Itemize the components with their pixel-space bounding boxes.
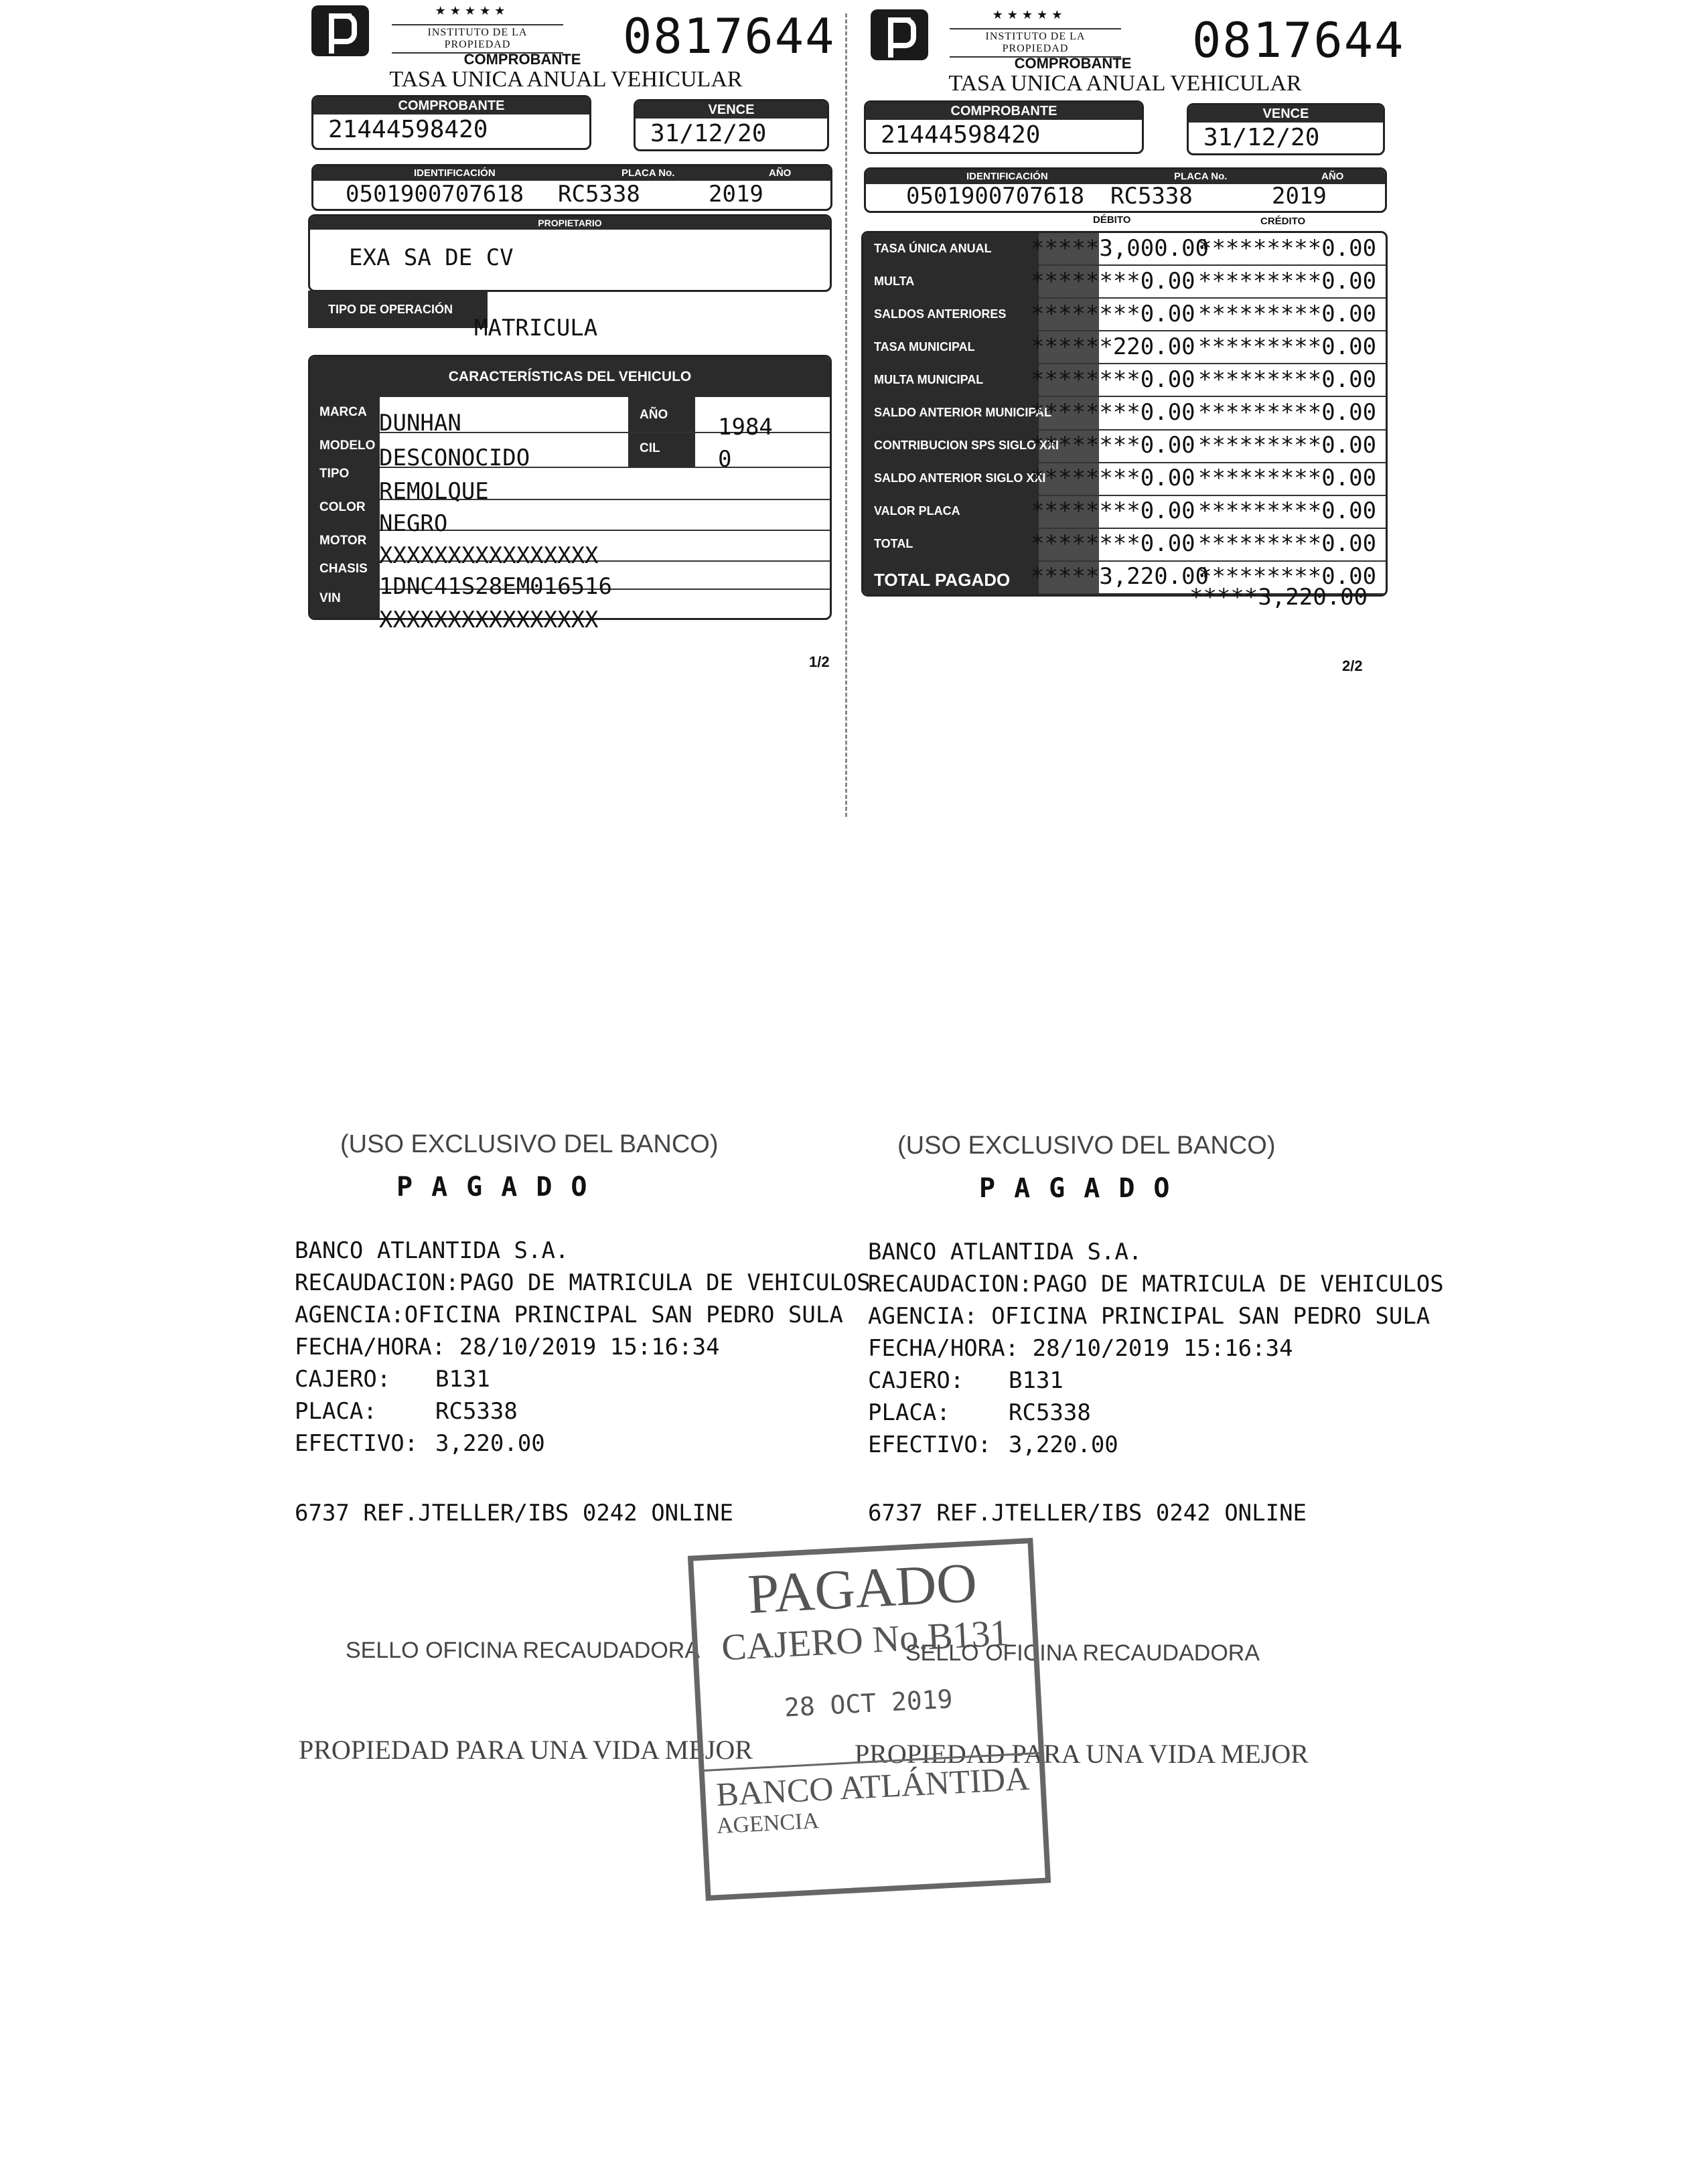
page-number-2: 2/2 [1342, 657, 1363, 674]
charge-label: MULTA MUNICIPAL [874, 372, 984, 386]
total-pagado-value: *****3,220.00 [1189, 584, 1368, 611]
cil-value: 0 [718, 446, 732, 473]
charge-label: SALDO ANTERIOR SIGLO XXI [874, 471, 1046, 485]
pagado-text: PAGADO [396, 1172, 606, 1202]
charge-credito: *********0.00 [1198, 234, 1377, 262]
identificacion-label: IDENTIFICACIÓN [966, 171, 1048, 182]
institution-name: INSTITUTO DE LA PROPIEDAD [392, 24, 563, 54]
chasis-label: CHASIS [319, 562, 368, 576]
charge-label: TOTAL PAGADO [874, 570, 1011, 591]
charge-row [863, 299, 1386, 331]
stamp-line-4: BANCO ATLÁNTIDA [705, 1752, 1041, 1814]
charge-label: SALDOS ANTERIORES [874, 307, 1007, 321]
charge-row [863, 463, 1386, 496]
charge-row [863, 364, 1386, 397]
operacion-value: MATRICULA [474, 315, 598, 341]
charge-credito: *********0.00 [1198, 267, 1377, 295]
charge-credito: *********0.00 [1198, 398, 1377, 426]
stamp-date: 28 OCT 2019 [783, 1684, 954, 1723]
color-label: COLOR [319, 500, 366, 514]
comprobante-label: COMPROBANTE [866, 102, 1142, 120]
vence-box [634, 99, 829, 151]
charge-debito: ********0.00 [1031, 267, 1195, 295]
chasis-value: 1DNC41S28EM016516 [379, 573, 612, 600]
charge-credito: *********0.00 [1198, 300, 1377, 327]
bank-line-2: RECAUDACION:PAGO DE MATRICULA DE VEHICULOS [295, 1269, 871, 1296]
stars-icon: ★★★★★ [435, 4, 510, 17]
vence-label: VENCE [1189, 105, 1383, 123]
modelo-label: MODELO [319, 439, 376, 453]
charge-credito: *********0.00 [1198, 497, 1377, 525]
charge-debito: *****3,220.00 [1031, 563, 1209, 591]
marca-value: DUNHAN [379, 410, 461, 437]
charge-debito: ********0.00 [1031, 432, 1195, 459]
identificacion-label: IDENTIFICACIÓN [414, 167, 496, 179]
charge-debito: ********0.00 [1031, 300, 1195, 327]
charge-row [863, 529, 1386, 562]
bank-line-1: BANCO ATLANTIDA S.A. [295, 1237, 569, 1264]
charge-label: TASA ÚNICA ANUAL [874, 241, 992, 255]
propiedad-slogan: PROPIEDAD PARA UNA VIDA MEJOR [855, 1739, 1309, 1769]
charge-row [863, 233, 1386, 266]
charge-debito: ******220.00 [1031, 333, 1195, 360]
charge-label: MULTA [874, 274, 915, 288]
tasa-title: TASA UNICA ANUAL VEHICULAR [948, 71, 1302, 96]
stamp-line-2: CAJERO No.B131 [720, 1612, 1010, 1669]
anio-label: AÑO [769, 167, 792, 179]
bank-line-2: RECAUDACION:PAGO DE MATRICULA DE VEHICULOS [868, 1271, 1444, 1298]
charge-credito: *********0.00 [1198, 333, 1377, 360]
stamp-line-1: PAGADO [746, 1551, 979, 1626]
ip-logo-icon [311, 5, 369, 56]
anio-veh-value: 1984 [718, 414, 773, 441]
charge-credito: *********0.00 [1198, 465, 1377, 492]
modelo-value: DESCONOCIDO [379, 445, 530, 471]
propietario-box [308, 214, 832, 292]
pagado-rubber-stamp [688, 1538, 1051, 1901]
charge-row [863, 397, 1386, 430]
sello-text: SELLO OFICINA RECAUDADORA [905, 1640, 1260, 1666]
uso-banco-title: (USO EXCLUSIVO DEL BANCO) [897, 1132, 1276, 1160]
efectivo-value: 3,220.00 [1009, 1431, 1118, 1458]
ref-line: 6737 REF.JTELLER/IBS 0242 ONLINE [295, 1500, 734, 1527]
identificacion-box [864, 167, 1387, 213]
ref-line: 6737 REF.JTELLER/IBS 0242 ONLINE [868, 1500, 1307, 1527]
placa-value: RC5338 [435, 1398, 518, 1425]
cut-line [845, 13, 847, 817]
charge-row [863, 431, 1386, 463]
debito-label: DÉBITO [1093, 214, 1131, 226]
efectivo-label: EFECTIVO: [295, 1430, 419, 1457]
anio-value: 2019 [709, 181, 763, 208]
vin-value: XXXXXXXXXXXXXXXX [379, 607, 599, 633]
placa-label: PLACA No. [621, 167, 675, 179]
anio-label: AÑO [1321, 171, 1344, 182]
bank-line-1: BANCO ATLANTIDA S.A. [868, 1239, 1143, 1265]
charge-label: TASA MUNICIPAL [874, 339, 975, 354]
color-value: NEGRO [379, 510, 448, 537]
cajero-label: CAJERO: [868, 1367, 964, 1394]
serial-number: 0817644 [623, 8, 836, 64]
charge-row [863, 496, 1386, 529]
anio-value: 2019 [1272, 183, 1327, 210]
comprobante-label: COMPROBANTE [313, 97, 589, 114]
vence-value: 31/12/20 [1203, 124, 1320, 151]
charge-label: VALOR PLACA [874, 504, 960, 518]
charge-debito: ********0.00 [1031, 530, 1195, 558]
charge-row [863, 331, 1386, 364]
tasa-title: TASA UNICA ANUAL VEHICULAR [389, 67, 743, 92]
vin-label: VIN [319, 591, 341, 605]
efectivo-value: 3,220.00 [435, 1430, 545, 1457]
tipo-label: TIPO [319, 467, 350, 481]
propietario-label: PROPIETARIO [310, 216, 830, 230]
placa-label: PLACA No. [1174, 171, 1228, 182]
bank-line-3: AGENCIA: OFICINA PRINCIPAL SAN PEDRO SULA [868, 1303, 1430, 1330]
identificacion-value: 0501900707618 [346, 181, 524, 208]
charge-credito: *********0.00 [1198, 432, 1377, 459]
vehiculo-title: CARACTERÍSTICAS DEL VEHICULO [310, 357, 830, 397]
comprobante-title: COMPROBANTE [1014, 55, 1132, 72]
motor-label: MOTOR [319, 534, 367, 548]
charge-debito: ********0.00 [1031, 366, 1195, 393]
comprobante-box [864, 100, 1144, 154]
charge-label: SALDO ANTERIOR MUNICIPAL [874, 405, 1051, 419]
serial-number: 0817644 [1192, 12, 1405, 68]
cajero-value: B131 [1009, 1367, 1063, 1394]
placa-label: PLACA: [295, 1398, 377, 1425]
sello-text: SELLO OFICINA RECAUDADORA [346, 1638, 701, 1663]
comprobante-value: 21444598420 [881, 121, 1041, 149]
charge-credito: *********0.00 [1198, 530, 1377, 558]
bank-line-4: FECHA/HORA: 28/10/2019 15:16:34 [295, 1334, 720, 1360]
pagado-text: PAGADO [979, 1173, 1189, 1204]
cajero-label: CAJERO: [295, 1366, 391, 1393]
ip-logo-icon [871, 9, 928, 60]
charge-debito: *****3,000.00 [1031, 234, 1209, 262]
bank-line-4: FECHA/HORA: 28/10/2019 15:16:34 [868, 1335, 1293, 1362]
charge-debito: ********0.00 [1031, 497, 1195, 525]
efectivo-label: EFECTIVO: [868, 1431, 992, 1458]
charge-credito: *********0.00 [1198, 366, 1377, 393]
marca-label: MARCA [319, 405, 367, 419]
charge-credito: *********0.00 [1198, 563, 1377, 591]
stamp-line-5: AGENCIA [716, 1808, 820, 1839]
placa-value: RC5338 [558, 181, 640, 208]
vence-value: 31/12/20 [650, 120, 767, 147]
stars-icon: ★★★★★ [992, 8, 1067, 21]
tipo-value: REMOLQUE [379, 478, 489, 505]
anio-veh-label: AÑO [640, 408, 668, 422]
operacion-label: TIPO DE OPERACIÓN [308, 291, 488, 328]
charges-table [861, 231, 1388, 597]
bank-line-3: AGENCIA:OFICINA PRINCIPAL SAN PEDRO SULA [295, 1302, 843, 1328]
placa-label: PLACA: [868, 1399, 950, 1426]
charge-label: CONTRIBUCION SPS SIGLO XXI [874, 439, 1059, 453]
vence-label: VENCE [636, 101, 827, 119]
uso-banco-title: (USO EXCLUSIVO DEL BANCO) [340, 1130, 719, 1158]
propietario-value: EXA SA DE CV [349, 244, 514, 271]
page-number-1: 1/2 [809, 653, 830, 670]
propiedad-slogan: PROPIEDAD PARA UNA VIDA MEJOR [299, 1735, 753, 1765]
comprobante-title: COMPROBANTE [463, 51, 581, 68]
placa-value: RC5338 [1110, 183, 1193, 210]
charge-debito: ********0.00 [1031, 465, 1195, 492]
identificacion-value: 0501900707618 [906, 183, 1085, 210]
charge-row [863, 266, 1386, 299]
identificacion-box [311, 164, 832, 211]
credito-label: CRÉDITO [1260, 216, 1306, 227]
vence-box [1187, 103, 1385, 155]
charge-label: TOTAL [874, 537, 913, 551]
charge-debito: ********0.00 [1031, 398, 1195, 426]
comprobante-box [311, 95, 591, 150]
comprobante-value: 21444598420 [328, 116, 488, 143]
motor-value: XXXXXXXXXXXXXXXX [379, 542, 599, 569]
cajero-value: B131 [435, 1366, 490, 1393]
cil-label: CIL [640, 441, 660, 455]
institution-name: INSTITUTO DE LA PROPIEDAD [950, 28, 1121, 58]
placa-value: RC5338 [1009, 1399, 1091, 1426]
